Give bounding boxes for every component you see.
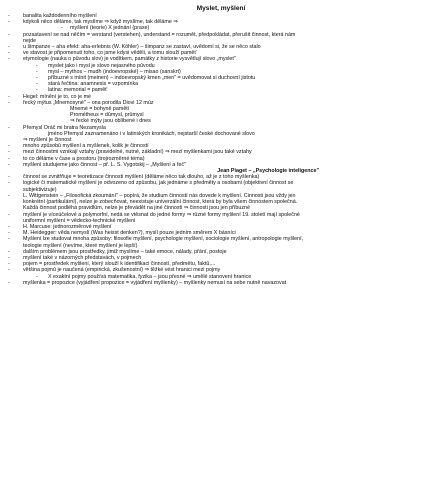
note-text: Hegel: mínění je to, co je mé [23,93,92,100]
note-text: to co děláme v čase a prostoru (trojrozměrné téma) [23,155,145,162]
note-text: dalším problémem jsou prostředky, jimiž myslíme – také emoce, nálady, přání, postoje [23,248,227,255]
note-text: etymologie (nauka o původu slov) je vodítkem, památky z historie vysvětlují slovo „myslet" [23,56,236,63]
note-text: Přemysl Oráč mi bratra Nezamysla [23,124,106,131]
note-text: stará řečtina: anamnesis = vzpomínka [48,81,139,88]
bullet-marker: - [36,273,38,280]
note-text: Mnemé = bohyně paměti [70,106,129,113]
bullet-marker: - [61,25,63,32]
bullet-marker: - [8,180,10,187]
bullet-marker: - [8,174,10,181]
page-title: Myslet, myšlení [196,5,246,12]
note-text: ⇒ řecké mýty jsou oblíbené i dnes [70,118,151,125]
note-text: mezi činnostmi vznikají vztahy (pravidelné, nutné, základní) ⇒ mezi myšlenkami jsou také vztahy [23,149,252,156]
note-text: Každá činnost podléhá pravidlům, nelze je převádět na jiné činnosti ⇒ činnosti jsou jen příbuzné [23,205,250,212]
note-text: H. Marcuse: jednorozměrové myšlení [23,223,112,230]
note-text: subjektivizuje) [23,186,57,193]
bullet-marker: - [8,192,10,199]
bullet-marker: - [36,87,38,94]
bullet-marker: - [8,267,10,274]
note-text: teologie myšlení (nevíme, které myšlení je lepší) [23,242,138,249]
bullet-marker: - [8,149,10,156]
note-text: většina pojmů je naučená (empirická, zkušenostní) ⇒ těžké vést hranici mezi pojmy [23,267,221,274]
note-text: Prométheus = důmysl, průmysl [70,112,144,119]
note-text: činnost se zvnitřňuje = teoretizace činnosti myšlení (děláme něco tak dlouho, až je z toho myšlenka) [23,174,260,181]
bullet-marker: - [8,279,10,286]
bullet-marker: - [8,211,10,218]
note-text: mysl – mythos – mudh (indoevropské) – misao (sanskrt) [48,68,181,75]
bullet-marker: - [8,31,10,38]
bullet-marker: - [36,62,38,69]
note-text: X exaktní pojmy používá matematika, fyzika – jsou přesné ⇒ umělé stanovení hranice [48,273,252,280]
bullet-marker: - [8,44,10,51]
note-text: latina: memorial = paměť [48,87,108,94]
note-text: myšlení také v názorných představách, v pojmech [23,254,142,261]
bullet-marker: - [8,155,10,162]
note-text: myšlení studujeme jako činnost – př. L. S. Vygotskij – „Myšlení a řeč" [23,161,186,168]
note-text: myšlenka = propozice (vyjádření propozice = vyjádření myšlenky) – myšlenky nemusí na sebe nutně navazovat [23,279,287,286]
bullet-marker: - [8,124,10,131]
bullet-marker: - [8,50,10,57]
note-text: ⇒ myšlení je činnost [23,137,72,144]
bullet-marker: - [8,261,10,268]
note-text: L. Wittgenstein – „Filosofická zkoumání" – popírá, že studium činností nás dovede k myšlení. Činnosti jsou vždy jen [23,192,296,199]
bullet-marker: - [8,161,10,168]
note-text: kdykoli něco děláme, tak myslíme ⇒ když myslíme, tak děláme ⇒ [23,19,178,26]
note-text: logické či matematické myšlení je odvozeno od způsobu, jak jednáme s předměty a osobami (objektivní činnost se [23,180,294,187]
bullet-marker: - [8,19,10,26]
bullet-marker: - [8,56,10,63]
bullet-marker: - [8,223,10,230]
bullet-marker: - [8,236,10,243]
notes-list [8,13,434,286]
note-text: mnoho způsobů myšlení a myšlenek, kolik je činností [23,143,149,150]
bullet-marker: - [8,248,10,255]
note-text: Jean Piaget – „Psychologie inteligence" [217,168,319,175]
bullet-marker: - [8,230,10,237]
note-text: příbuzné s mínit (meinen) – indoevropský kmen „men" = uvědomovat si duchovní jistotu [48,75,256,82]
note-text: myšlení (teorie) X jednání (praxe) [70,25,150,32]
bullet-marker: - [36,75,38,82]
bullet-marker: - [8,99,10,106]
note-text: ve stavost je připomenutí toho, co jsme kdysi věděli, a tomu slouží paměť [23,50,197,57]
bullet-marker: - [36,81,38,88]
note-text: banalita každodenního myšlení [23,13,97,19]
note-text: pojem = prostředek myšlení, který slouží k identifikaci činností, předmětu, faktů,... [23,261,216,268]
note-text: myšlení je víceúčelové a polymorfní, nedá se vtěsnat do jedné formy ⇒ různé formy myšlení 19. století mají společné [23,211,300,218]
note-text: řecký mýtus „Mnemosyné" – ona porodila Diovi 12 múz [23,99,154,106]
bullet-marker: - [8,93,10,100]
note-text: M. Heidegger: věda nemyslí (Was heisst denken?), myslí pouze jedním směrem X básníci [23,230,236,237]
note-text: nejde [23,37,37,44]
bullet-marker: - [8,254,10,261]
note-text: konkrétní (partikulární), nelze je zobecňovat, neexistuje univerzální činnost, která by byla všem činnostem společná. [23,199,298,206]
bullet-marker: - [8,13,10,19]
note-text: pozastavení se nad něčím = verstand (verstehen), understand = rozumět, předpokládat, přerušit činnost, která nám [23,31,296,38]
note-text: jméno Přemysl zaznamenáno i v latinských kronikách, nejstarší české dochované slovo [48,130,255,137]
note-text: myslet jako i mysl je slovo nejasného původu [48,62,155,69]
note-text: uniformní myšlení = vědecko-technické myšlení [23,217,136,224]
note-line [8,280,434,286]
bullet-marker: - [8,143,10,150]
bullet-marker: - [36,68,38,75]
note-text: Myšlení lze studovat mnoha způsoby: filosofie myšlení, psychologie myšlení, sociologie myšlení, antropologie myšlení, [23,236,304,243]
note-text: u šimpanze – aha efekt: aha-erlebnis (W. Köhler) – šimpanz se zastaví, uvědomí si, že se něco stalo [23,44,261,51]
